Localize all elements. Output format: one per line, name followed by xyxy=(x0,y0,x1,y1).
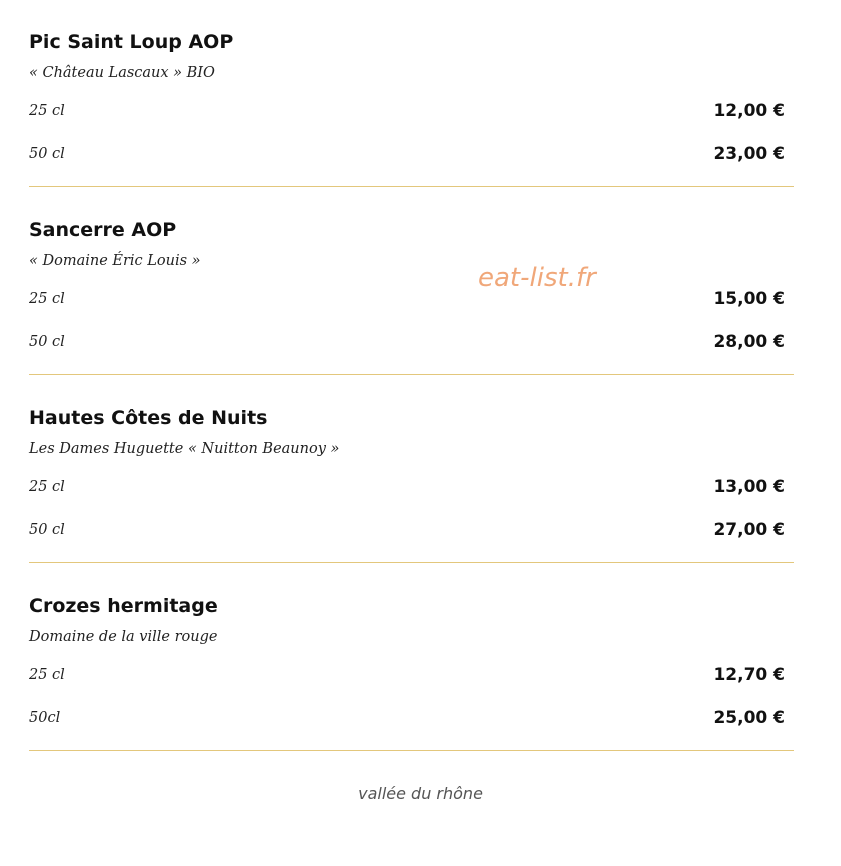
price-row xyxy=(29,331,785,353)
price-row xyxy=(29,143,785,165)
wine-producer: Domaine de la ville rouge xyxy=(29,629,218,645)
price-row xyxy=(29,707,785,729)
bottle-size: 50 cl xyxy=(29,146,65,162)
bottle-size: 50 cl xyxy=(29,334,65,350)
wine-item-crozes-hermitage xyxy=(29,594,794,782)
region-heading: vallée du rhône xyxy=(358,784,483,803)
section-divider xyxy=(29,186,794,187)
bottle-size: 25 cl xyxy=(29,291,65,307)
price: 27,00 € xyxy=(713,520,785,540)
bottle-size: 25 cl xyxy=(29,667,65,683)
price-row xyxy=(29,476,785,498)
price: 15,00 € xyxy=(713,289,785,309)
wine-name: Sancerre AOP xyxy=(29,219,177,241)
section-divider xyxy=(29,750,794,751)
price: 28,00 € xyxy=(713,332,785,352)
wine-producer: « Château Lascaux » BIO xyxy=(29,65,215,81)
section-divider xyxy=(29,562,794,563)
wine-name: Hautes Côtes de Nuits xyxy=(29,407,268,429)
price: 13,00 € xyxy=(713,477,785,497)
wine-menu xyxy=(29,30,794,782)
price-row xyxy=(29,519,785,541)
section-divider xyxy=(29,374,794,375)
bottle-size: 50 cl xyxy=(29,522,65,538)
price-row xyxy=(29,664,785,686)
wine-name: Pic Saint Loup AOP xyxy=(29,31,234,53)
price-row xyxy=(29,100,785,122)
bottle-size: 50cl xyxy=(29,710,61,726)
wine-item-sancerre xyxy=(29,218,794,406)
bottle-size: 25 cl xyxy=(29,103,65,119)
bottle-size: 25 cl xyxy=(29,479,65,495)
price: 25,00 € xyxy=(713,708,785,728)
price: 12,70 € xyxy=(713,665,785,685)
watermark: eat-list.fr xyxy=(478,263,596,293)
wine-producer: Les Dames Huguette « Nuitton Beaunoy » xyxy=(29,441,340,457)
wine-name: Crozes hermitage xyxy=(29,595,218,617)
wine-item-pic-saint-loup xyxy=(29,30,794,218)
wine-producer: « Domaine Éric Louis » xyxy=(29,253,201,269)
price-row xyxy=(29,288,785,310)
wine-item-hautes-cotes-de-nuits xyxy=(29,406,794,594)
price: 23,00 € xyxy=(713,144,785,164)
price: 12,00 € xyxy=(713,101,785,121)
